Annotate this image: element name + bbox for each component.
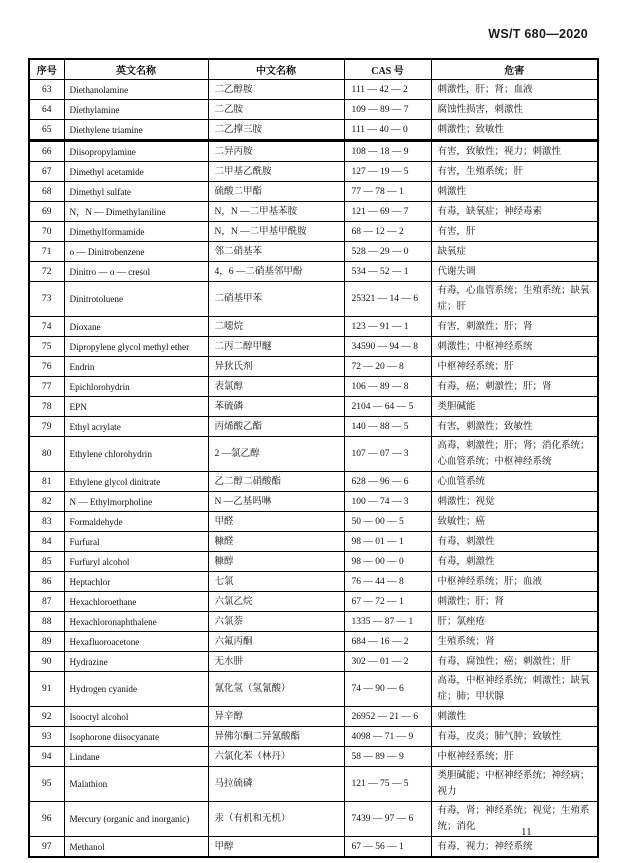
header-hazard: 危害 bbox=[431, 59, 598, 80]
cell-hazard: 有害，刺激性；致敏性 bbox=[431, 417, 598, 437]
cell-english-name: Diisopropylamine bbox=[64, 141, 208, 162]
cell-english-name: Furfuryl alcohol bbox=[64, 552, 208, 572]
cell-chinese-name: 邻二硝基苯 bbox=[208, 242, 344, 262]
cell-cas-number: 26952 — 21 — 6 bbox=[344, 707, 431, 727]
cell-cas-number: 121 — 75 — 5 bbox=[344, 767, 431, 802]
cell-serial-number: 80 bbox=[29, 437, 64, 472]
cell-english-name: Mercury (organic and inorganic) bbox=[64, 802, 208, 837]
cell-hazard: 中枢神经系统；肝 bbox=[431, 357, 598, 377]
cell-english-name: Hexafluoroacetone bbox=[64, 632, 208, 652]
cell-serial-number: 69 bbox=[29, 202, 64, 222]
cell-cas-number: 74 — 90 — 6 bbox=[344, 672, 431, 707]
cell-english-name: o — Dinitrobenzene bbox=[64, 242, 208, 262]
cell-cas-number: 106 — 89 — 8 bbox=[344, 377, 431, 397]
cell-english-name: Methanol bbox=[64, 837, 208, 858]
cell-english-name: Endrin bbox=[64, 357, 208, 377]
cell-english-name: Lindane bbox=[64, 747, 208, 767]
cell-serial-number: 68 bbox=[29, 182, 64, 202]
cell-serial-number: 64 bbox=[29, 100, 64, 120]
cell-english-name: N，N — Dimethylaniline bbox=[64, 202, 208, 222]
cell-hazard: 有毒，腐蚀性；癌；刺激性；肝 bbox=[431, 652, 598, 672]
cell-chinese-name: 糠醇 bbox=[208, 552, 344, 572]
table-row bbox=[29, 317, 598, 337]
cell-hazard: 刺激性，肝；肾；血液 bbox=[431, 80, 598, 100]
cell-english-name: Dimethyl acetamide bbox=[64, 162, 208, 182]
cell-english-name: EPN bbox=[64, 397, 208, 417]
cell-english-name: Dipropylene glycol methyl ether bbox=[64, 337, 208, 357]
cell-serial-number: 91 bbox=[29, 672, 64, 707]
table-row bbox=[29, 262, 598, 282]
cell-cas-number: 2104 — 64 — 5 bbox=[344, 397, 431, 417]
cell-cas-number: 67 — 72 — 1 bbox=[344, 592, 431, 612]
cell-serial-number: 81 bbox=[29, 472, 64, 492]
table-body bbox=[29, 80, 598, 858]
cell-serial-number: 72 bbox=[29, 262, 64, 282]
cell-hazard: 刺激性；致敏性 bbox=[431, 120, 598, 141]
cell-hazard: 代谢失调 bbox=[431, 262, 598, 282]
cell-english-name: Ethylene glycol dinitrate bbox=[64, 472, 208, 492]
cell-english-name: Dinitrotoluene bbox=[64, 282, 208, 317]
table-row bbox=[29, 837, 598, 858]
table-row bbox=[29, 202, 598, 222]
cell-hazard: 有害，生殖系统；肝 bbox=[431, 162, 598, 182]
cell-chinese-name: 六氯萘 bbox=[208, 612, 344, 632]
cell-chinese-name: 糠醛 bbox=[208, 532, 344, 552]
table-row bbox=[29, 242, 598, 262]
cell-hazard: 致敏性；癌 bbox=[431, 512, 598, 532]
table-row bbox=[29, 532, 598, 552]
table-row bbox=[29, 282, 598, 317]
cell-chinese-name: 氰化氢（氢氰酸） bbox=[208, 672, 344, 707]
cell-hazard: 生殖系统；肾 bbox=[431, 632, 598, 652]
cell-hazard: 有毒，心血管系统；生殖系统；缺氧症；肝 bbox=[431, 282, 598, 317]
header-english-name: 英文名称 bbox=[64, 59, 208, 80]
table-row bbox=[29, 377, 598, 397]
cell-cas-number: 123 — 91 — 1 bbox=[344, 317, 431, 337]
page-number: 11 bbox=[521, 826, 532, 838]
cell-chinese-name: N，N —二甲基苯胺 bbox=[208, 202, 344, 222]
cell-cas-number: 111 — 42 — 2 bbox=[344, 80, 431, 100]
cell-chinese-name: 二乙撑三胺 bbox=[208, 120, 344, 141]
cell-cas-number: 58 — 89 — 9 bbox=[344, 747, 431, 767]
cell-cas-number: 34590 — 94 — 8 bbox=[344, 337, 431, 357]
table-row bbox=[29, 552, 598, 572]
cell-hazard: 肝；氯痤疮 bbox=[431, 612, 598, 632]
cell-cas-number: 25321 — 14 — 6 bbox=[344, 282, 431, 317]
table-row bbox=[29, 417, 598, 437]
cell-english-name: Isophorone diisocyanate bbox=[64, 727, 208, 747]
cell-serial-number: 66 bbox=[29, 141, 64, 162]
cell-cas-number: 77 — 78 — 1 bbox=[344, 182, 431, 202]
cell-english-name: Hexachloronaphthalene bbox=[64, 612, 208, 632]
table-row bbox=[29, 492, 598, 512]
cell-hazard: 刺激性；视觉 bbox=[431, 492, 598, 512]
cell-cas-number: 68 — 12 — 2 bbox=[344, 222, 431, 242]
cell-serial-number: 83 bbox=[29, 512, 64, 532]
cell-hazard: 有害，刺激性；肝；肾 bbox=[431, 317, 598, 337]
cell-hazard: 有毒，刺激性 bbox=[431, 532, 598, 552]
cell-english-name: Diethanolamine bbox=[64, 80, 208, 100]
cell-english-name: N — Ethylmorpholine bbox=[64, 492, 208, 512]
table-row bbox=[29, 437, 598, 472]
cell-chinese-name: N，N —二甲基甲酰胺 bbox=[208, 222, 344, 242]
table-row bbox=[29, 707, 598, 727]
cell-serial-number: 90 bbox=[29, 652, 64, 672]
cell-hazard: 有害，致敏性；视力；刺激性 bbox=[431, 141, 598, 162]
table-row bbox=[29, 80, 598, 100]
cell-hazard: 刺激性；肝；肾 bbox=[431, 592, 598, 612]
cell-serial-number: 82 bbox=[29, 492, 64, 512]
cell-chinese-name: 六氟丙酮 bbox=[208, 632, 344, 652]
cell-chinese-name: 汞（有机和无机） bbox=[208, 802, 344, 837]
cell-chinese-name: 硫酸二甲酯 bbox=[208, 182, 344, 202]
cell-serial-number: 93 bbox=[29, 727, 64, 747]
cell-english-name: Dioxane bbox=[64, 317, 208, 337]
cell-hazard: 中枢神经系统；肝 bbox=[431, 747, 598, 767]
cell-chinese-name: 二噁烷 bbox=[208, 317, 344, 337]
cell-serial-number: 73 bbox=[29, 282, 64, 317]
cell-serial-number: 95 bbox=[29, 767, 64, 802]
cell-cas-number: 111 — 40 — 0 bbox=[344, 120, 431, 141]
cell-cas-number: 628 — 96 — 6 bbox=[344, 472, 431, 492]
cell-cas-number: 50 — 00 — 5 bbox=[344, 512, 431, 532]
cell-serial-number: 74 bbox=[29, 317, 64, 337]
cell-chinese-name: 4，6 —二硝基邻甲酚 bbox=[208, 262, 344, 282]
cell-serial-number: 88 bbox=[29, 612, 64, 632]
cell-chinese-name: 二硝基甲苯 bbox=[208, 282, 344, 317]
table-row bbox=[29, 182, 598, 202]
cell-english-name: Dinitro — o — cresol bbox=[64, 262, 208, 282]
cell-cas-number: 7439 — 97 — 6 bbox=[344, 802, 431, 837]
cell-serial-number: 92 bbox=[29, 707, 64, 727]
cell-cas-number: 127 — 19 — 5 bbox=[344, 162, 431, 182]
table-row bbox=[29, 802, 598, 837]
cell-serial-number: 78 bbox=[29, 397, 64, 417]
table-row bbox=[29, 141, 598, 162]
cell-serial-number: 89 bbox=[29, 632, 64, 652]
cell-chinese-name: 六氯化苯（林丹） bbox=[208, 747, 344, 767]
cell-hazard: 有毒，皮炎；肺气肿；致敏性 bbox=[431, 727, 598, 747]
cell-hazard: 缺氧症 bbox=[431, 242, 598, 262]
cell-chinese-name: 乙二醇二硝酸酯 bbox=[208, 472, 344, 492]
cell-chinese-name: 甲醇 bbox=[208, 837, 344, 858]
cell-serial-number: 71 bbox=[29, 242, 64, 262]
cell-serial-number: 84 bbox=[29, 532, 64, 552]
table-row bbox=[29, 632, 598, 652]
table-row bbox=[29, 747, 598, 767]
cell-chinese-name: N —乙基吗啉 bbox=[208, 492, 344, 512]
cell-hazard: 有毒，刺激性 bbox=[431, 552, 598, 572]
table-row bbox=[29, 397, 598, 417]
cell-hazard: 有毒，肾；神经系统；视觉；生殖系统；消化 bbox=[431, 802, 598, 837]
cell-chinese-name: 二异丙胺 bbox=[208, 141, 344, 162]
table-row bbox=[29, 672, 598, 707]
table-row bbox=[29, 572, 598, 592]
cell-cas-number: 67 — 56 — 1 bbox=[344, 837, 431, 858]
cell-hazard: 腐蚀性损害，刺激性 bbox=[431, 100, 598, 120]
table-row bbox=[29, 337, 598, 357]
cell-cas-number: 1335 — 87 — 1 bbox=[344, 612, 431, 632]
cell-chinese-name: 异辛醇 bbox=[208, 707, 344, 727]
table-row bbox=[29, 592, 598, 612]
cell-english-name: Hydrogen cyanide bbox=[64, 672, 208, 707]
doc-number: WS/T 680—2020 bbox=[488, 27, 588, 41]
cell-english-name: Hexachloroethane bbox=[64, 592, 208, 612]
header-cas-number: CAS 号 bbox=[344, 59, 431, 80]
table-row bbox=[29, 612, 598, 632]
cell-chinese-name: 六氯乙烷 bbox=[208, 592, 344, 612]
cell-serial-number: 86 bbox=[29, 572, 64, 592]
cell-english-name: Hydrazine bbox=[64, 652, 208, 672]
cell-cas-number: 302 — 01 — 2 bbox=[344, 652, 431, 672]
cell-english-name: Ethylene chlorohydrin bbox=[64, 437, 208, 472]
cell-english-name: Ethyl acrylate bbox=[64, 417, 208, 437]
cell-cas-number: 528 — 29 — 0 bbox=[344, 242, 431, 262]
cell-cas-number: 140 — 88 — 5 bbox=[344, 417, 431, 437]
cell-hazard: 有毒，癌；刺激性；肝；肾 bbox=[431, 377, 598, 397]
cell-english-name: Diethylamine bbox=[64, 100, 208, 120]
cell-serial-number: 70 bbox=[29, 222, 64, 242]
cell-hazard: 高毒，刺激性；肝；肾；消化系统；心血管系统；中枢神经系统 bbox=[431, 437, 598, 472]
cell-hazard: 有毒，视力；神经系统 bbox=[431, 837, 598, 858]
cell-chinese-name: 二乙胺 bbox=[208, 100, 344, 120]
cell-serial-number: 75 bbox=[29, 337, 64, 357]
cell-serial-number: 94 bbox=[29, 747, 64, 767]
cell-english-name: Formaldehyde bbox=[64, 512, 208, 532]
cell-english-name: Malathion bbox=[64, 767, 208, 802]
cell-english-name: Dimethylformamide bbox=[64, 222, 208, 242]
cell-hazard: 有毒，缺氧症；神经毒素 bbox=[431, 202, 598, 222]
cell-hazard: 刺激性；中枢神经系统 bbox=[431, 337, 598, 357]
cell-serial-number: 85 bbox=[29, 552, 64, 572]
cell-cas-number: 76 — 44 — 8 bbox=[344, 572, 431, 592]
cell-chinese-name: 异狄氏剂 bbox=[208, 357, 344, 377]
cell-hazard: 中枢神经系统；肝；血液 bbox=[431, 572, 598, 592]
cell-serial-number: 63 bbox=[29, 80, 64, 100]
cell-chinese-name: 2 —氯乙醇 bbox=[208, 437, 344, 472]
cell-chinese-name: 二乙醇胺 bbox=[208, 80, 344, 100]
chemical-hazard-table bbox=[28, 58, 599, 858]
table-row bbox=[29, 120, 598, 141]
table-row bbox=[29, 767, 598, 802]
cell-cas-number: 72 — 20 — 8 bbox=[344, 357, 431, 377]
cell-hazard: 类胆碱能 bbox=[431, 397, 598, 417]
cell-english-name: Furfural bbox=[64, 532, 208, 552]
table-header-row bbox=[29, 59, 598, 80]
cell-hazard: 心血管系统 bbox=[431, 472, 598, 492]
cell-serial-number: 65 bbox=[29, 120, 64, 141]
header-chinese-name: 中文名称 bbox=[208, 59, 344, 80]
cell-chinese-name: 二甲基乙酰胺 bbox=[208, 162, 344, 182]
cell-serial-number: 79 bbox=[29, 417, 64, 437]
cell-serial-number: 96 bbox=[29, 802, 64, 837]
cell-serial-number: 67 bbox=[29, 162, 64, 182]
cell-cas-number: 107 — 07 — 3 bbox=[344, 437, 431, 472]
table-row bbox=[29, 652, 598, 672]
cell-chinese-name: 苯硫磷 bbox=[208, 397, 344, 417]
cell-hazard: 类胆碱能；中枢神经系统；神经病；视力 bbox=[431, 767, 598, 802]
cell-chinese-name: 马拉硫磷 bbox=[208, 767, 344, 802]
cell-chinese-name: 异佛尔酮二异氰酸酯 bbox=[208, 727, 344, 747]
cell-cas-number: 108 — 18 — 9 bbox=[344, 141, 431, 162]
cell-cas-number: 100 — 74 — 3 bbox=[344, 492, 431, 512]
cell-chinese-name: 七氯 bbox=[208, 572, 344, 592]
cell-hazard: 有害，肝 bbox=[431, 222, 598, 242]
cell-chinese-name: 二丙二醇甲醚 bbox=[208, 337, 344, 357]
cell-hazard: 刺激性 bbox=[431, 707, 598, 727]
table-row bbox=[29, 512, 598, 532]
cell-cas-number: 684 — 16 — 2 bbox=[344, 632, 431, 652]
cell-cas-number: 4098 — 71 — 9 bbox=[344, 727, 431, 747]
table-row bbox=[29, 100, 598, 120]
cell-cas-number: 121 — 69 — 7 bbox=[344, 202, 431, 222]
cell-cas-number: 98 — 00 — 0 bbox=[344, 552, 431, 572]
table-row bbox=[29, 222, 598, 242]
cell-serial-number: 77 bbox=[29, 377, 64, 397]
cell-chinese-name: 丙烯酸乙酯 bbox=[208, 417, 344, 437]
cell-english-name: Isooctyl alcohol bbox=[64, 707, 208, 727]
table-row bbox=[29, 727, 598, 747]
header-serial-number: 序号 bbox=[29, 59, 64, 80]
cell-serial-number: 97 bbox=[29, 837, 64, 858]
cell-hazard: 刺激性 bbox=[431, 182, 598, 202]
cell-chinese-name: 甲醛 bbox=[208, 512, 344, 532]
cell-english-name: Epichlorohydrin bbox=[64, 377, 208, 397]
cell-english-name: Heptachlor bbox=[64, 572, 208, 592]
cell-chinese-name: 表氯醇 bbox=[208, 377, 344, 397]
cell-cas-number: 534 — 52 — 1 bbox=[344, 262, 431, 282]
cell-cas-number: 109 — 89 — 7 bbox=[344, 100, 431, 120]
cell-cas-number: 98 — 01 — 1 bbox=[344, 532, 431, 552]
cell-chinese-name: 无水肼 bbox=[208, 652, 344, 672]
table-row bbox=[29, 472, 598, 492]
cell-hazard: 高毒，中枢神经系统；刺激性；缺氧症；肺；甲状腺 bbox=[431, 672, 598, 707]
table-row bbox=[29, 162, 598, 182]
cell-serial-number: 87 bbox=[29, 592, 64, 612]
cell-english-name: Diethylene triamine bbox=[64, 120, 208, 141]
table-row bbox=[29, 357, 598, 377]
cell-english-name: Dimethyl sulfate bbox=[64, 182, 208, 202]
cell-serial-number: 76 bbox=[29, 357, 64, 377]
